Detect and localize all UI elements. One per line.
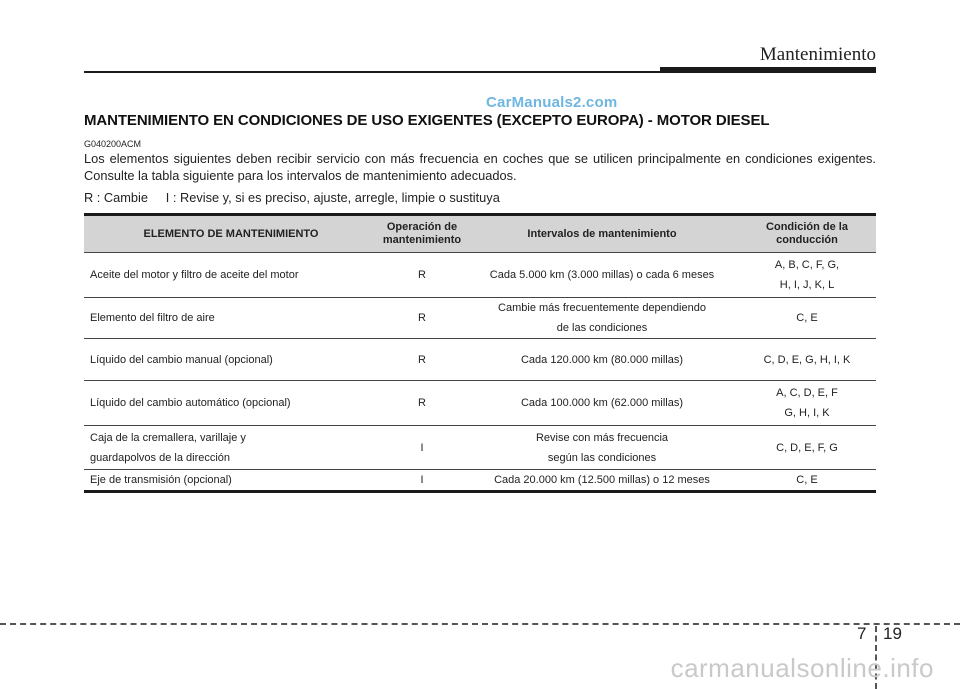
table-row: [84, 426, 876, 470]
cell-condition: [738, 339, 876, 381]
header-operation-line2: mantenimiento: [382, 234, 462, 246]
cell-operation: R: [378, 298, 466, 339]
cell-operation: R: [378, 381, 466, 426]
cell-item-line2: guardapolvos de la dirección: [90, 451, 231, 464]
chapter-number: 7: [857, 624, 867, 643]
cell-condition-line1: C, E: [796, 474, 818, 486]
table-row: [84, 298, 876, 339]
cell-operation: I: [378, 470, 466, 492]
cell-item-line1: Elemento del filtro de aire: [90, 312, 215, 324]
cell-operation: R: [378, 339, 466, 381]
maintenance-table: [84, 213, 876, 493]
cell-interval-line2: de las condiciones: [556, 322, 648, 334]
cell-interval-line1: Cada 120.000 km (80.000 millas): [520, 353, 684, 366]
cell-item: [84, 381, 378, 426]
table-row: [84, 470, 876, 492]
cell-interval-line1: Cada 5.000 km (3.000 millas) o cada 6 meses: [489, 269, 715, 281]
watermark-bottom: carmanualsonline.info: [670, 653, 934, 683]
cell-condition-line1: C, D, E, G, H, I, K: [763, 353, 851, 366]
cell-item-line1: Aceite del motor y filtro de aceite del motor: [90, 269, 299, 281]
cell-condition-line1: C, D, E, F, G: [776, 441, 838, 454]
header-rule-thick: [660, 67, 876, 73]
page-number: 19: [883, 624, 902, 643]
page-heading: MANTENIMIENTO EN CONDICIONES DE USO EXIGENTES (EXCEPTO EUROPA) - MOTOR DIESEL: [84, 112, 770, 129]
header-operation: [378, 215, 466, 253]
cell-interval-line2: según las condiciones: [547, 451, 657, 464]
cell-interval: [466, 470, 738, 492]
header-condition-line2: conducción: [776, 234, 838, 246]
header-rule: [84, 71, 660, 73]
cell-interval: [466, 298, 738, 339]
cell-condition-line1: A, B, C, F, G,: [774, 259, 840, 271]
cell-operation: I: [378, 426, 466, 470]
cell-interval: [466, 381, 738, 426]
legend-text: R : Cambie I : Revise y, si es preciso, ajuste, arregle, limpie o sustituya: [84, 190, 500, 205]
cell-item: [84, 253, 378, 298]
cell-item-line1: Líquido del cambio automático (opcional): [90, 397, 291, 409]
cell-item: [84, 470, 378, 492]
cell-condition-line1: A, C, D, E, F: [776, 387, 838, 399]
table-row: [84, 339, 876, 381]
table-header-row: [84, 215, 876, 253]
cell-interval-line1: Cambie más frecuentemente dependiendo: [498, 302, 706, 314]
cell-interval-line1: Cada 20.000 km (12.500 millas) o 12 meses: [494, 474, 710, 486]
footer-rule: [0, 623, 960, 625]
cell-condition: [738, 381, 876, 426]
document-code: G040200ACM: [84, 139, 142, 149]
header-operation-line1: Operación de: [386, 221, 458, 233]
header-condition-line1: Condición de la: [766, 221, 848, 233]
cell-condition-line1: C, E: [796, 312, 818, 324]
section-title: Mantenimiento: [759, 44, 876, 65]
cell-interval: [466, 339, 738, 381]
cell-interval: [466, 426, 738, 470]
cell-condition: [738, 253, 876, 298]
watermark-top: CarManuals2.com: [486, 94, 618, 111]
cell-interval-line1: Revise con más frecuencia: [535, 431, 669, 444]
table-row: [84, 253, 876, 298]
cell-condition: [738, 298, 876, 339]
cell-condition-line2: G, H, I, K: [784, 407, 830, 419]
cell-item: [84, 426, 378, 470]
cell-item: [84, 339, 378, 381]
cell-item-line1: Líquido del cambio manual (opcional): [90, 353, 273, 366]
cell-condition-line2: H, I, J, K, L: [779, 279, 835, 291]
intro-paragraph: Los elementos siguientes deben recibir servicio con más frecuencia en coches que se utilicen principalmente en condiciones exigentes. Consulte la tabla siguiente para los intervalos de mantenimiento adecuados.: [84, 151, 876, 183]
cell-item-line1: Caja de la cremallera, varillaje y: [90, 431, 246, 444]
cell-operation: R: [378, 253, 466, 298]
cell-condition: [738, 470, 876, 492]
header-interval: Intervalos de mantenimiento: [466, 215, 738, 253]
cell-item: [84, 298, 378, 339]
cell-item-line1: Eje de transmisión (opcional): [90, 474, 232, 486]
header-item: ELEMENTO DE MANTENIMIENTO: [84, 215, 378, 253]
table-row: [84, 381, 876, 426]
cell-interval-line1: Cada 100.000 km (62.000 millas): [520, 397, 684, 409]
cell-condition: [738, 426, 876, 470]
cell-interval: [466, 253, 738, 298]
header-condition: [738, 215, 876, 253]
